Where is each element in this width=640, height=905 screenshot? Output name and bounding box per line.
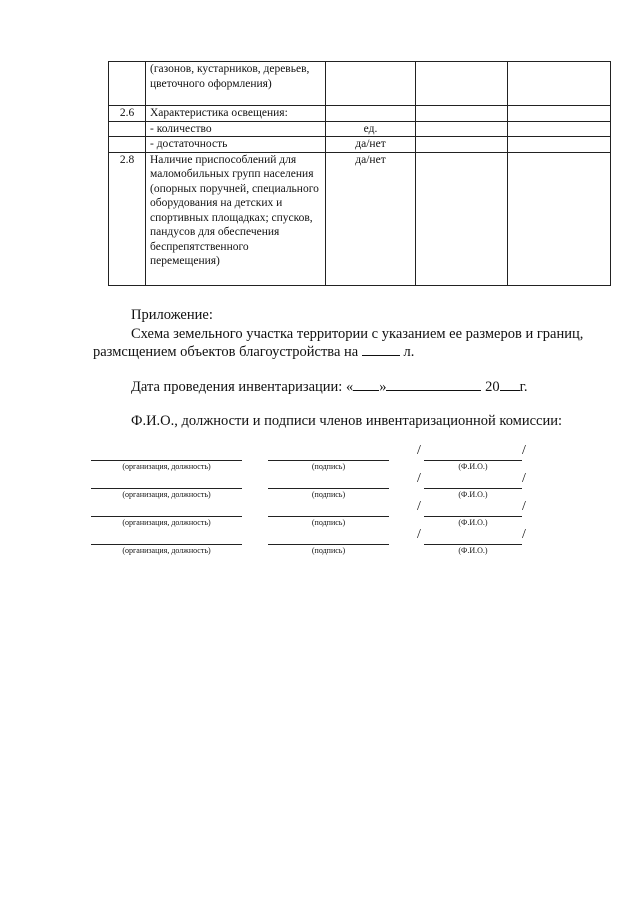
row-note-cell	[508, 106, 611, 122]
table-row	[109, 121, 611, 137]
signature-row	[0, 527, 640, 558]
row-description: Наличие приспособлений для маломобильных групп населения (опорных поручней, специального оборудования на детских и спортивных площадках; спусков, пандусов для обеспечения беспрепятственного перемещения)	[146, 152, 326, 285]
row-number: 2.6	[109, 106, 146, 122]
table-row	[109, 137, 611, 153]
date-label: Дата проведения инвентаризации: «	[131, 379, 354, 395]
slash-left: /	[417, 443, 421, 458]
row-value-cell	[416, 106, 508, 122]
signature-caption: (подпись)	[311, 518, 346, 527]
row-description: - достаточность	[146, 137, 326, 153]
appendix-line-2-suffix: л.	[403, 344, 415, 360]
appendix-title: Приложение:	[131, 307, 213, 323]
table-row	[109, 62, 611, 106]
org-position-field[interactable]	[91, 544, 242, 545]
inventory-date-line	[131, 378, 528, 396]
fio-caption: (Ф.И.О.)	[458, 518, 488, 527]
slash-right: /	[522, 443, 526, 458]
org-position-field[interactable]	[91, 488, 242, 489]
row-number	[109, 137, 146, 153]
slash-left: /	[417, 527, 421, 542]
row-note-cell	[508, 137, 611, 153]
year-blank[interactable]	[500, 378, 520, 391]
signature-caption: (подпись)	[311, 462, 346, 471]
slash-left: /	[417, 499, 421, 514]
signature-field[interactable]	[268, 544, 389, 545]
table-row	[109, 152, 611, 285]
row-unit: да/нет	[326, 137, 416, 153]
slash-right: /	[522, 471, 526, 486]
appendix-line-2-text: размсщением объектов благоустройства на	[93, 344, 359, 360]
date-quote-close: »	[379, 379, 387, 395]
row-unit: ед.	[326, 121, 416, 137]
sheet-count-blank[interactable]	[362, 343, 400, 356]
row-number	[109, 121, 146, 137]
row-number: 2.8	[109, 152, 146, 285]
signature-field[interactable]	[268, 516, 389, 517]
org-position-caption: (организация, должность)	[122, 462, 211, 471]
org-position-caption: (организация, должность)	[122, 518, 211, 527]
signature-caption: (подпись)	[311, 546, 346, 555]
row-value-cell	[416, 137, 508, 153]
month-blank[interactable]	[386, 378, 481, 391]
table-row	[109, 106, 611, 122]
org-position-field[interactable]	[91, 516, 242, 517]
slash-right: /	[522, 499, 526, 514]
fio-field[interactable]	[424, 516, 522, 517]
signature-caption: (подпись)	[311, 490, 346, 499]
row-unit	[326, 62, 416, 106]
inventory-table	[108, 61, 611, 286]
row-description: Характеристика освещения:	[146, 106, 326, 122]
org-position-caption: (организация, должность)	[122, 490, 211, 499]
year-suffix: г.	[519, 379, 528, 395]
row-note-cell	[508, 62, 611, 106]
signature-row	[0, 499, 640, 530]
row-value-cell	[416, 121, 508, 137]
row-note-cell	[508, 152, 611, 285]
row-number	[109, 62, 146, 106]
row-description: (газонов, кустарников, деревьев, цветочного оформления)	[146, 62, 326, 106]
appendix-line-2	[93, 343, 414, 361]
year-prefix: 20	[485, 379, 500, 395]
signature-field[interactable]	[268, 460, 389, 461]
org-position-field[interactable]	[91, 460, 242, 461]
org-position-caption: (организация, должность)	[122, 546, 211, 555]
signature-row	[0, 471, 640, 502]
row-description: - количество	[146, 121, 326, 137]
slash-left: /	[417, 471, 421, 486]
row-value-cell	[416, 152, 508, 285]
row-value-cell	[416, 62, 508, 106]
fio-field[interactable]	[424, 544, 522, 545]
signature-field[interactable]	[268, 488, 389, 489]
fio-caption: (Ф.И.О.)	[458, 462, 488, 471]
fio-field[interactable]	[424, 488, 522, 489]
fio-caption: (Ф.И.О.)	[458, 490, 488, 499]
row-unit	[326, 106, 416, 122]
day-blank[interactable]	[353, 378, 379, 391]
row-note-cell	[508, 121, 611, 137]
appendix-line-1: Схема земельного участка территории с указанием ее размеров и границ,	[131, 326, 584, 342]
commission-heading: Ф.И.О., должности и подписи членов инвентаризационной комиссии:	[131, 413, 563, 429]
signature-row	[0, 443, 640, 474]
row-unit: да/нет	[326, 152, 416, 285]
fio-caption: (Ф.И.О.)	[458, 546, 488, 555]
slash-right: /	[522, 527, 526, 542]
fio-field[interactable]	[424, 460, 522, 461]
